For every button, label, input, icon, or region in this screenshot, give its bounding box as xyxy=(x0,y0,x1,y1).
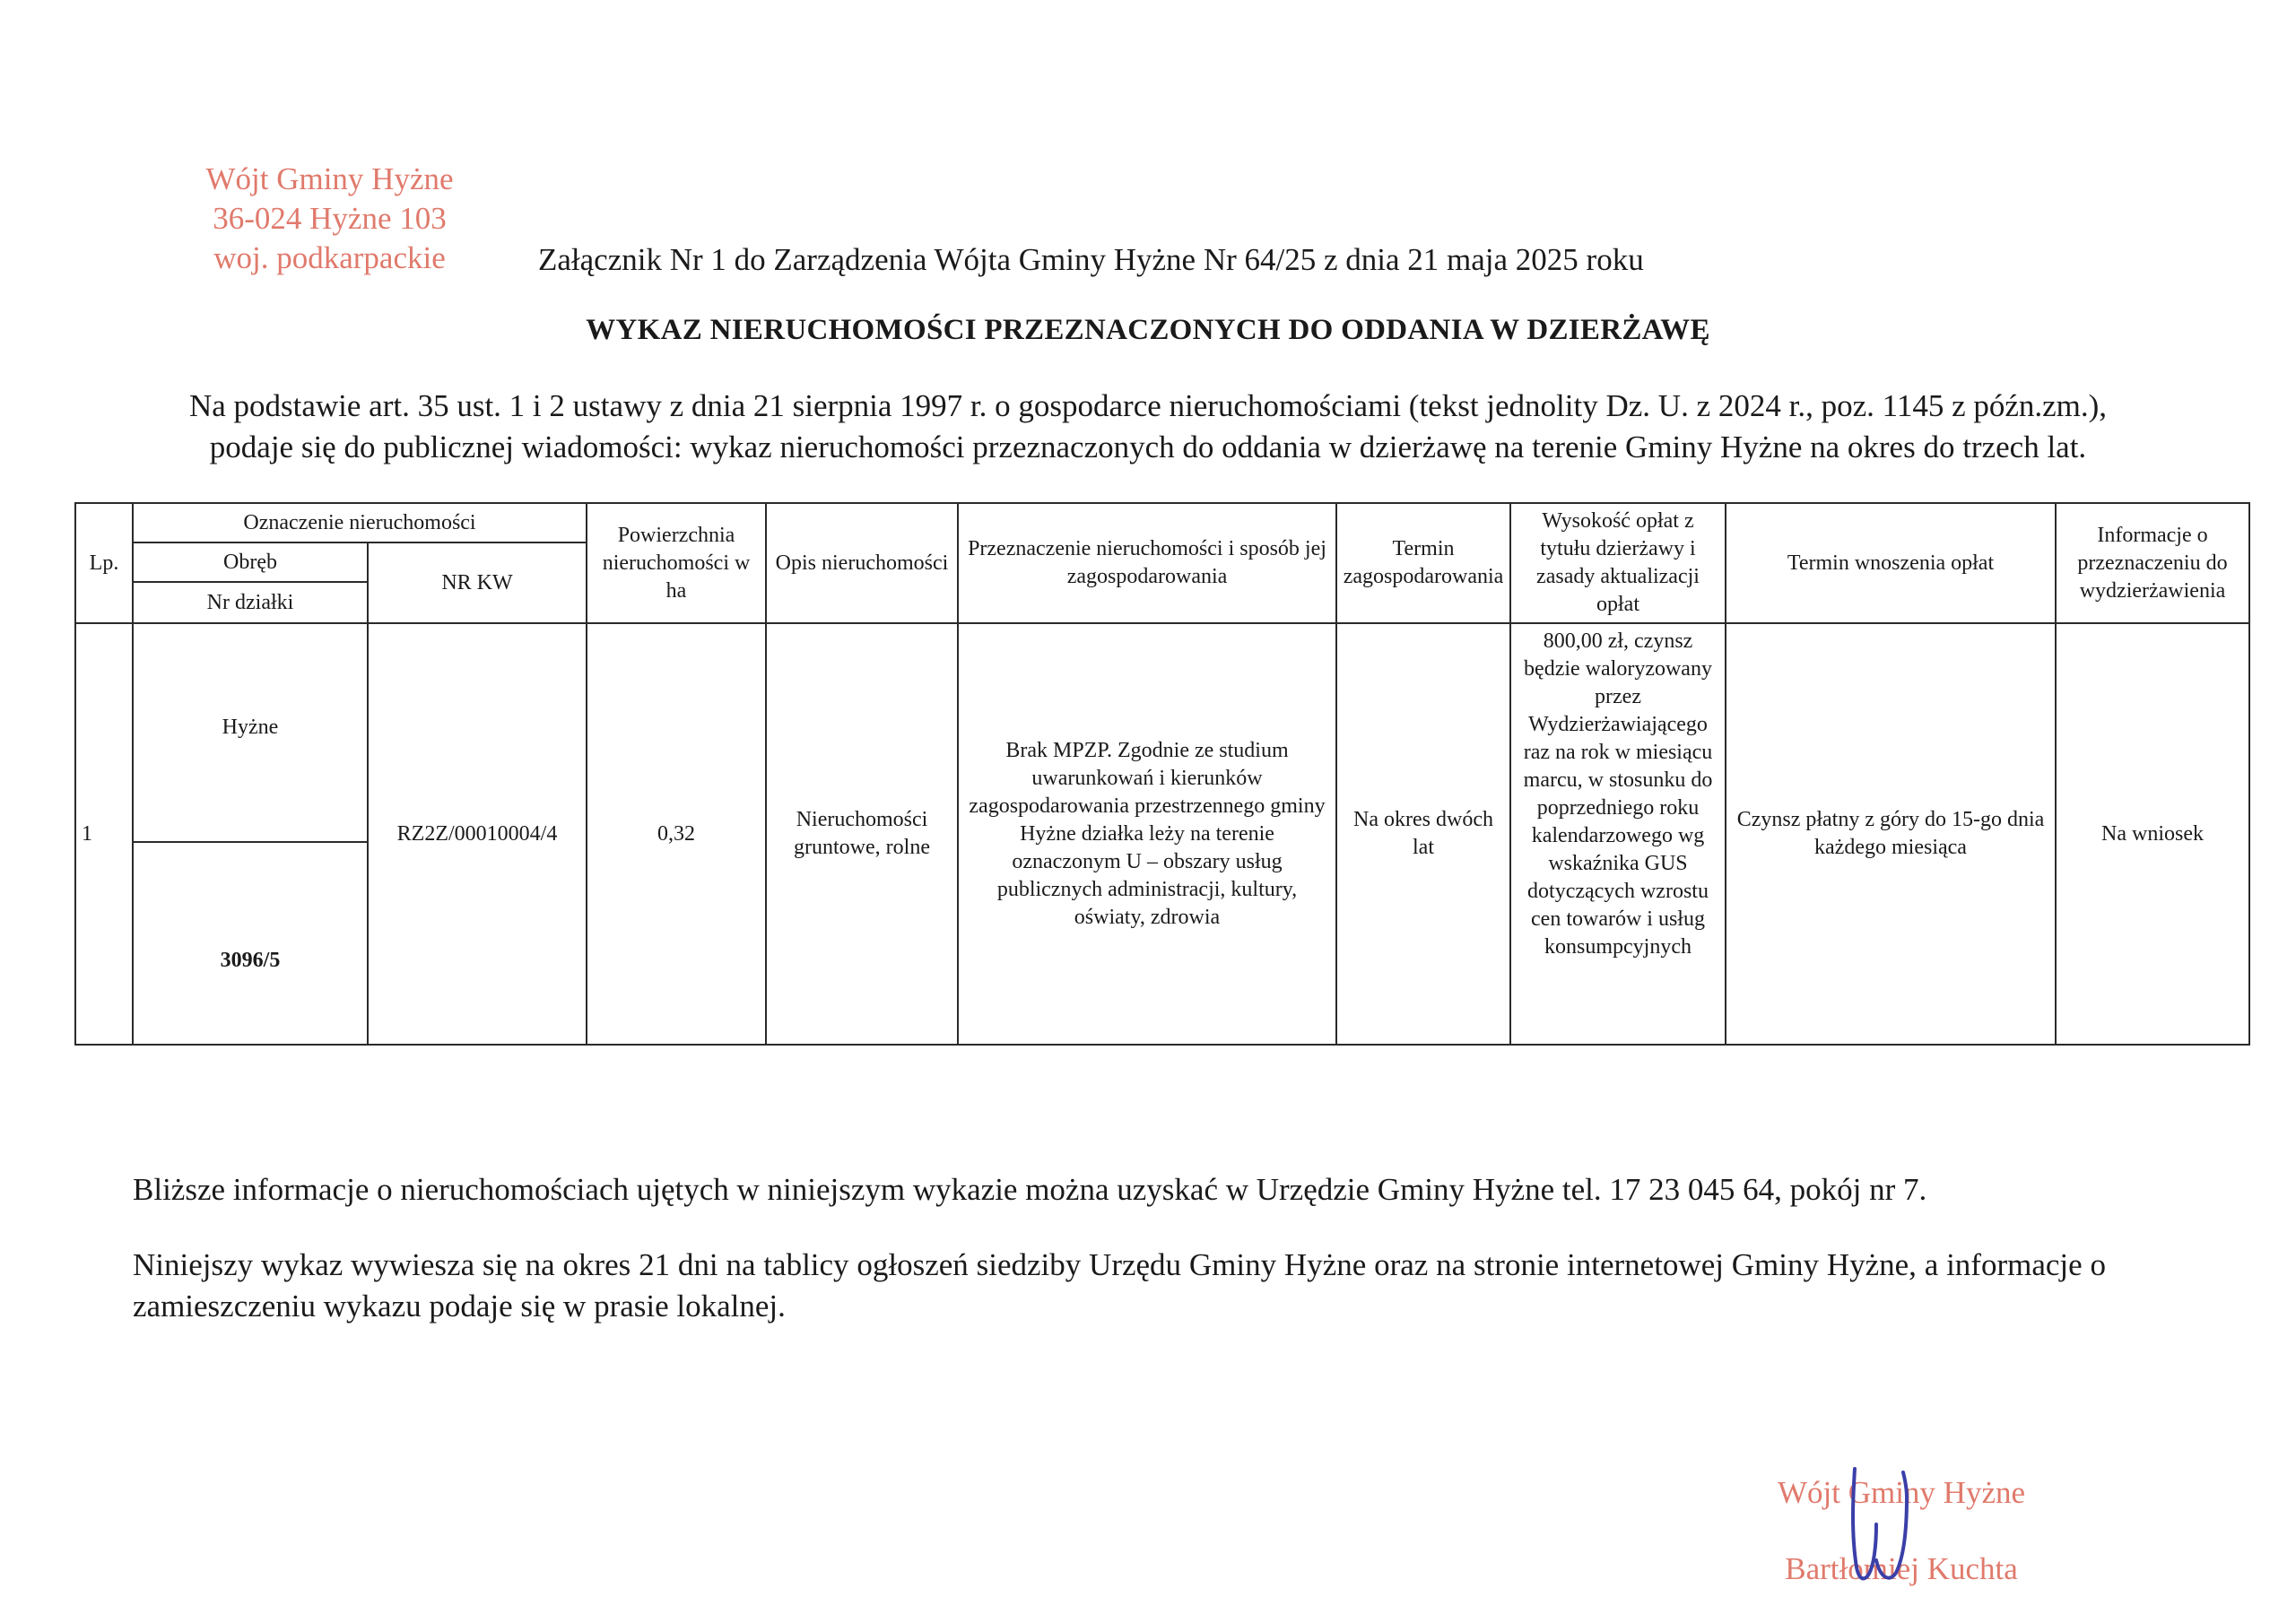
cell-opis: Nieruchomości gruntowe, rolne xyxy=(766,623,958,1045)
posting-info-paragraph: Niniejszy wykaz wywiesza się na okres 21 dni na tablicy ogłoszeń siedziby Urzędu Gminy Hyżne oraz na stronie internetowej Gminy Hyżne, a informacje o zamieszczeniu wykazu podaje się w prasie lokalnej. xyxy=(133,1247,2106,1324)
cell-termin-zagospodarowania: Na okres dwóch lat xyxy=(1336,623,1510,1045)
stamp-line-3: woj. podkarpackie xyxy=(213,240,446,275)
header-nr-dzialki: Nr działki xyxy=(133,582,368,623)
office-stamp xyxy=(179,160,480,278)
header-przeznaczenie: Przeznaczenie nieruchomości i sposób jej zagospodarowania xyxy=(958,503,1336,623)
cell-nr-kw: RZ2Z/00010004/4 xyxy=(368,623,587,1045)
document-title: WYKAZ NIERUCHOMOŚCI PRZEZNACZONYCH DO ODDANIA W DZIERŻAWĘ xyxy=(586,314,1710,346)
header-termin-zagospodarowania: Termin zagospodarowania xyxy=(1336,503,1510,623)
signatory-name: Bartłomiej Kuchta xyxy=(1785,1551,2018,1586)
header-lp: Lp. xyxy=(75,503,133,623)
header-oznaczenie: Oznaczenie nieruchomości xyxy=(133,503,587,542)
cell-lp: 1 xyxy=(75,623,133,1045)
property-list-table xyxy=(74,502,2250,1046)
handwritten-signature-icon xyxy=(1830,1462,1955,1596)
cell-przeznaczenie: Brak MPZP. Zgodnie ze studium uwarunkowań i kierunków zagospodarowania przestrzennego gminy Hyżne działka leży na terenie oznaczonym U – obszary usług publicznych administracji, kultury, oświaty, zdrowia xyxy=(958,623,1336,1045)
cell-informacje: Na wniosek xyxy=(2056,623,2249,1045)
cell-obreb: Hyżne xyxy=(133,623,368,842)
header-opis: Opis nieruchomości xyxy=(766,503,958,623)
intro-line-1: Na podstawie art. 35 ust. 1 i 2 ustawy z dnia 21 sierpnia 1997 r. o gospodarce nieruchomościami (tekst jednolity Dz. U. z 2024 r., poz. 1145 z późn.zm.), xyxy=(188,388,2108,423)
header-informacje: Informacje o przeznaczeniu do wydzierżawienia xyxy=(2056,503,2249,623)
cell-nr-dzialki: 3096/5 xyxy=(133,842,368,1045)
stamp-line-2: 36-024 Hyżne 103 xyxy=(213,201,447,236)
stamp-line-1: Wójt Gminy Hyżne xyxy=(205,161,454,196)
header-wysokosc-oplat: Wysokość opłat z tytułu dzierżawy i zasady aktualizacji opłat xyxy=(1510,503,1726,623)
legal-basis-intro xyxy=(54,386,2242,468)
header-nr-kw: NR KW xyxy=(368,542,587,623)
intro-line-2: podaje się do publicznej wiadomości: wykaz nieruchomości przeznaczonych do oddania w dzierżawę na terenie Gminy Hyżne na okres do trzech lat. xyxy=(209,430,2087,464)
attachment-reference: Załącznik Nr 1 do Zarządzenia Wójta Gminy Hyżne Nr 64/25 z dnia 21 maja 2025 roku xyxy=(538,242,1644,277)
header-obreb: Obręb xyxy=(133,542,368,582)
cell-termin-wnoszenia: Czynsz płatny z góry do 15-go dnia każdego miesiąca xyxy=(1726,623,2056,1045)
signatory-title: Wójt Gminy Hyżne xyxy=(1777,1475,2026,1510)
contact-info-paragraph: Bliższe informacje o nieruchomościach ujętych w niniejszym wykazie można uzyskać w Urzędzie Gminy Hyżne tel. 17 23 045 64, pokój nr 7. xyxy=(133,1172,1927,1207)
table-row xyxy=(75,623,2249,842)
cell-wysokosc-oplat: 800,00 zł, czynsz będzie waloryzowany przez Wydzierżawiającego raz na rok w miesiącu marcu, w stosunku do poprzedniego roku kalendarzowego wg wskaźnika GUS dotyczących wzrostu cen towarów i usług konsumpcyjnych xyxy=(1510,623,1726,1045)
cell-powierzchnia: 0,32 xyxy=(587,623,766,1045)
header-powierzchnia: Powierzchnia nieruchomości w ha xyxy=(587,503,766,623)
header-termin-wnoszenia: Termin wnoszenia opłat xyxy=(1726,503,2056,623)
